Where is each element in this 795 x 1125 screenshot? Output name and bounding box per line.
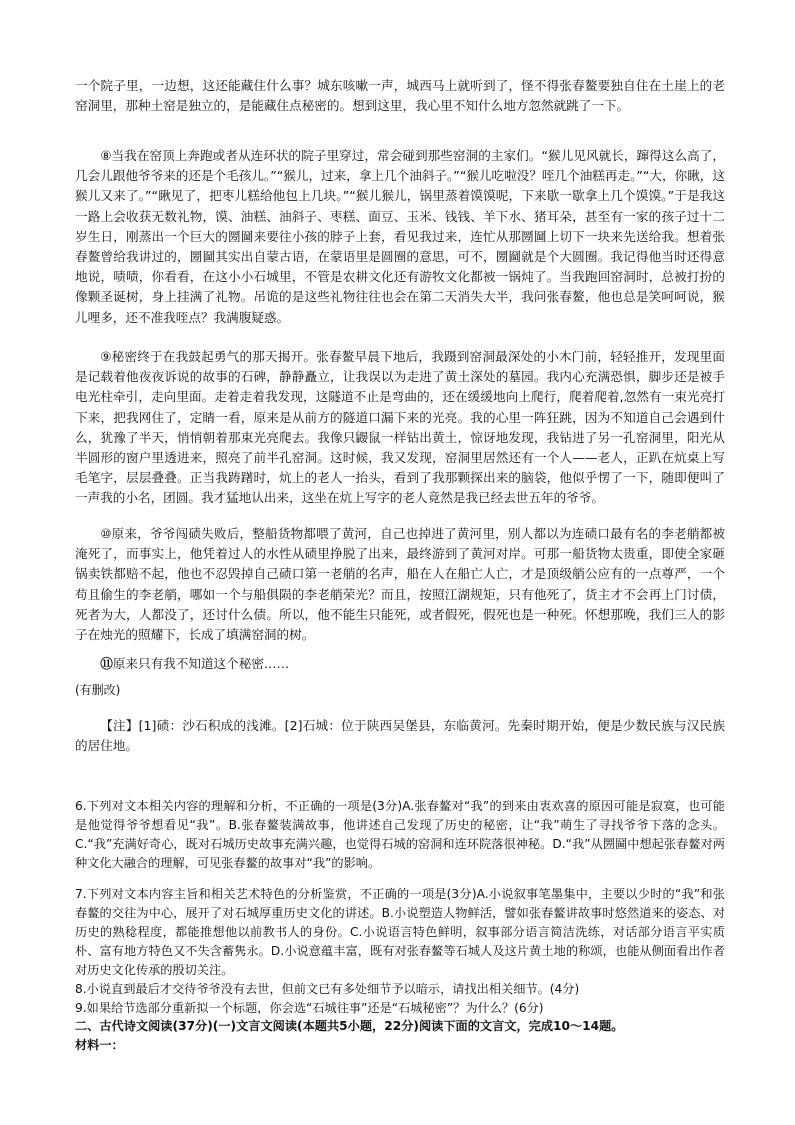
paragraph-11-text: 原来只有我不知道这个秘密……: [112, 656, 290, 671]
question-7: 7.下列对文本内容主旨和相关艺术特色的分析鉴赏，不正确的一项是(3分)A.小说叙事笔墨集中，主要以少时的“我”和张春鳌的交往为中心，展开了对石城厚重历史文化的讲述。B.小说塑造人物鲜活，譬如张春鳌讲故事时悠然道来的姿态、对历史的熟稔程度，都能推想他以前教书人的身份。C.小说语言特色鲜明，叙事部分语言简洁洗练，对话部分语言平实质朴、富有地方特色又不失含蓄隽永。D.小说意蕴丰富，既有对张春鳌等石城人及这片黄土地的称颂，也能从侧面看出作者对历史文化传承的殷切关注。: [75, 887, 725, 977]
passage-paragraph-8: ⑧当我在窑顶上奔跑或者从连环状的院子里穿过，常会碰到那些窑洞的主家们。“猴儿见风就长，蹿得这么高了，几会儿跟他爷爷来的还是个毛孩儿。”“猴儿，过来，拿上几个油斜子。”“猴儿吃啦没？咥几个油糕再走。”“大，你瞅，这猴儿又来了。”“瞅见了，把枣儿糕给他包上几块。”“猴儿猴儿，锅里蒸着馍馍呢，下来歇一歇拿上几个馍馍。”于是我这一路上会收获无数礼物，馍、油糕、油斜子、枣糕、面豆、玉米、钱钱、羊下水、猪耳朵，甚至有一家的孩子过十二岁生日，刚蒸出一个巨大的圐圙来要往小孩的脖子上套，看见我过来，连忙从那圐圙上切下一块来先送给我。想着张春鳌曾给我讲过的，圐圙其实出自蒙古语，在蒙语里是圆圈的意思，可不，圐圙就是个大圆圈。我记得他当时还得意地说，啧啧，你看看，在这小小石城里，不管是农耕文化还有游牧文化都被一锅炖了。当我跑回窑洞时，总被打扮的像颗圣诞树，身上挂满了礼物。吊诡的是这些礼物往往也会在第二天消失大半，我问张春鳌，他也总是笑呵呵说，猴儿哩多，还不准我咥点？我满腹疑惑。: [75, 148, 725, 325]
source-note: (有删改): [75, 683, 121, 697]
passage-paragraph-11: [75, 654, 725, 674]
passage-paragraph-continued: 一个院子里，一边想，这还能藏住什么事？城东咳嗽一声，城西马上就听到了，怪不得张春鳌要独自住在土崖上的老窑洞里，那种土窑是独立的，是能藏住点秘密的。想到这里，我心里不知什么地方忽然就跳了一下。: [75, 78, 725, 114]
question-6: 6.下列对文本相关内容的理解和分析，不正确的一项是(3分)A.张春鳌对“我”的到来由衷欢喜的原因可能是寂寞，也可能是他觉得爷爷想看见“我”。B.张春鳌装满故事，他讲述自己发现了历史的秘密，让“我”萌生了寻找爷爷下落的念头。C.“我”充满好奇心，既对石城历史故事充满兴趣，也觉得石城的窑洞和连环院落很神秘。D.“我”从圐圙中想起张春鳌对两种文化大融合的理解，可见张春鳌的故事对“我”的影响。: [75, 799, 725, 870]
question-9: 9.如果给节选部分重新拟一个标题，你会选“石城往事”还是“石城秘密”？为什么？(6分): [75, 1001, 544, 1015]
annotation-note: 【注】[1]碛：沙石积成的浅滩。[2]石城：位于陕西吴堡县，东临黄河。先秦时期开始，便是少数民族与汉民族的居住地。: [75, 718, 725, 754]
material-1-label: 材料一：: [75, 1038, 124, 1052]
passage-paragraph-10: ⑩原来，爷爷闯碛失败后，整船货物都喂了黄河，自己也掉进了黄河里，别人都以为连碛口最有名的李老艄都被淹死了，而事实上，他凭着过人的水性从碛里挣脱了出来，最终游到了黄河对岸。可那一船货物太贵重，即使全家砸锅卖铁都赔不起，他也不忍毁掉自己碛口第一老艄的名声，船在人在船亡人亡，才是顶级艄公应有的一点尊严，一个苟且偷生的李老艄，哪如一个与船俱陨的李老艄荣光？而且，按照江湖规矩，只有他死了，货主才不会再上门讨债，死者为大，人都没了，还讨什么债。所以，他不能生只能死，或者假死，假死也是一种死。怀想那晚，我们三人的影子在烛光的照耀下，长成了填满窑洞的树。: [75, 526, 725, 643]
paragraph-number-11: ⑪: [100, 656, 113, 671]
question-8: 8.小说直到最后才交待爷爷没有去世，但前文已有多处细节予以暗示，请找出相关细节。(4分): [75, 982, 580, 996]
passage-paragraph-9: ⑨秘密终于在我鼓起勇气的那天揭开。张春鳌早晨下地后，我蹑到窑洞最深处的小木门前，轻轻推开，发现里面是记载着他夜夜诉说的故事的石碑，静静矗立，让我误以为走进了黄土深处的墓园。我内心充满恐惧，脚步还是被手电光柱牵引，走向里面。走着走着我发现，这隧道不止是弯曲的，还在缓缓地向上爬行，爬着爬着,忽然有一束光亮打下来，把我网住了，定睛一看，原来是从前方的隧道口漏下来的光亮。我的心里一阵狂跳，因为不知道自己会遇到什么，犹豫了半天，悄悄朝着那束光亮爬去。我像只鼹鼠一样钻出黄土，惊讶地发现，我钻进了另一孔窑洞里，阳光从半圆形的窗户里透进来，照亮了前半孔窑洞。这时候，我又发现，窑洞里居然还有一个人——老人，正趴在炕桌上写毛笔字，层层叠叠。正当我踌躇时，炕上的老人一抬头，看到了我那颗探出来的脑袋，他似乎愣了一下，随即便叫了一声我的小名，团圆。我才猛地认出来，这坐在炕上写字的老人竟然是我已经去世五年的爷爷。: [75, 349, 725, 506]
section-2-heading: 二、古代诗文阅读(37分)(一)文言文阅读(本题共5小题，22分)阅读下面的文言文，完成10～14题。: [75, 1019, 624, 1033]
